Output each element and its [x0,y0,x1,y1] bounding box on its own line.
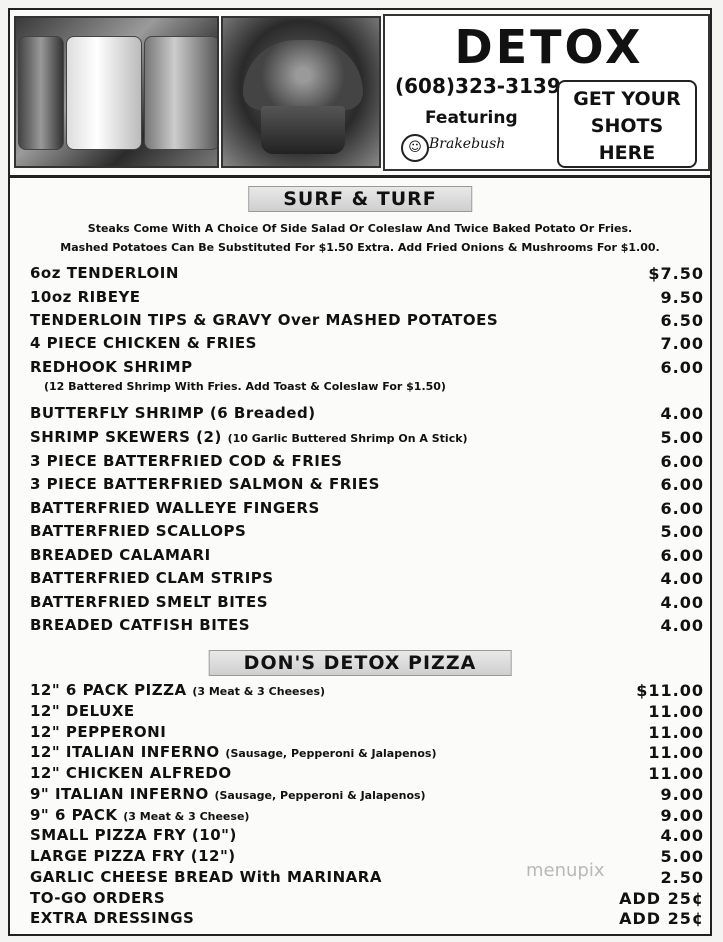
promo-line: GET YOUR [573,88,681,110]
partner-name: Brakebush [429,136,506,152]
watermark: menupix [526,860,605,881]
surf-turf-title: SURF & TURF [248,186,472,212]
beer-cans-photo [14,16,219,168]
menu-item: SMALL PIZZA FRY (10") 4.00 [30,826,704,845]
menu-item: 6oz TENDERLOIN $7.50 [30,264,704,283]
menu-item: SHRIMP SKEWERS (2) (10 Garlic Buttered Shrimp On A Stick) 5.00 [30,428,704,447]
restaurant-name: DETOX [454,20,644,74]
surf-turf-note: Mashed Potatoes Can Be Substituted For $1.50 Extra. Add Fried Onions & Mushrooms For $1.00. [60,241,660,254]
menu-item: 12" PEPPERONI 11.00 [30,723,704,742]
menu-item: BATTERFRIED WALLEYE FINGERS 6.00 [30,499,704,518]
menu-header [10,10,710,178]
menu-item: GARLIC CHEESE BREAD With MARINARA 2.50 [30,868,704,887]
menu-item: TENDERLOIN TIPS & GRAVY Over MASHED POTATOES 6.50 [30,311,704,330]
menu-item: 3 PIECE BATTERFRIED COD & FRIES 6.00 [30,452,704,471]
shots-promo-box [557,80,697,168]
menu-item: BREADED CALAMARI 6.00 [30,546,704,565]
menu-item: LARGE PIZZA FRY (12") 5.00 [30,847,704,866]
menu-item: 9" ITALIAN INFERNO (Sausage, Pepperoni & Jalapenos) 9.00 [30,785,704,804]
menu-item: 9" 6 PACK (3 Meat & 3 Cheese) 9.00 [30,806,704,825]
food-photo [221,16,381,168]
menu-item: 12" 6 PACK PIZZA (3 Meat & 3 Cheeses) $11.00 [30,681,704,700]
menu-item: BREADED CATFISH BITES 4.00 [30,616,704,635]
chef-logo-icon: ☺ [401,134,429,162]
menu-item: 3 PIECE BATTERFRIED SALMON & FRIES 6.00 [30,475,704,494]
menu-item: 4 PIECE CHICKEN & FRIES 7.00 [30,334,704,353]
menu-item: 10oz RIBEYE 9.50 [30,288,704,307]
menu-item: BATTERFRIED SMELT BITES 4.00 [30,593,704,612]
surf-turf-note: Steaks Come With A Choice Of Side Salad Or Coleslaw And Twice Baked Potato Or Fries. [87,222,633,235]
menu-item: EXTRA DRESSINGS ADD 25¢ [30,909,704,928]
menu-sheet [8,8,712,936]
menu-item: 12" DELUXE 11.00 [30,702,704,721]
promo-line: HERE [598,142,656,164]
item-note: (12 Battered Shrimp With Fries. Add Toast & Coleslaw For $1.50) [44,380,446,393]
menu-item: BATTERFRIED CLAM STRIPS 4.00 [30,569,704,588]
promo-line: SHOTS [590,115,664,137]
phone-number: (608)323-3139 [395,74,561,98]
menu-item: REDHOOK SHRIMP 6.00 [30,358,704,377]
menu-item: TO-GO ORDERS ADD 25¢ [30,889,704,908]
featuring-label: Featuring [425,108,518,128]
menu-item: BATTERFRIED SCALLOPS 5.00 [30,522,704,541]
menu-item: 12" CHICKEN ALFREDO 11.00 [30,764,704,783]
brand-panel [383,14,710,171]
menu-item: 12" ITALIAN INFERNO (Sausage, Pepperoni & Jalapenos) 11.00 [30,743,704,762]
pizza-title: DON'S DETOX PIZZA [209,650,512,676]
menu-item: BUTTERFLY SHRIMP (6 Breaded) 4.00 [30,404,704,423]
